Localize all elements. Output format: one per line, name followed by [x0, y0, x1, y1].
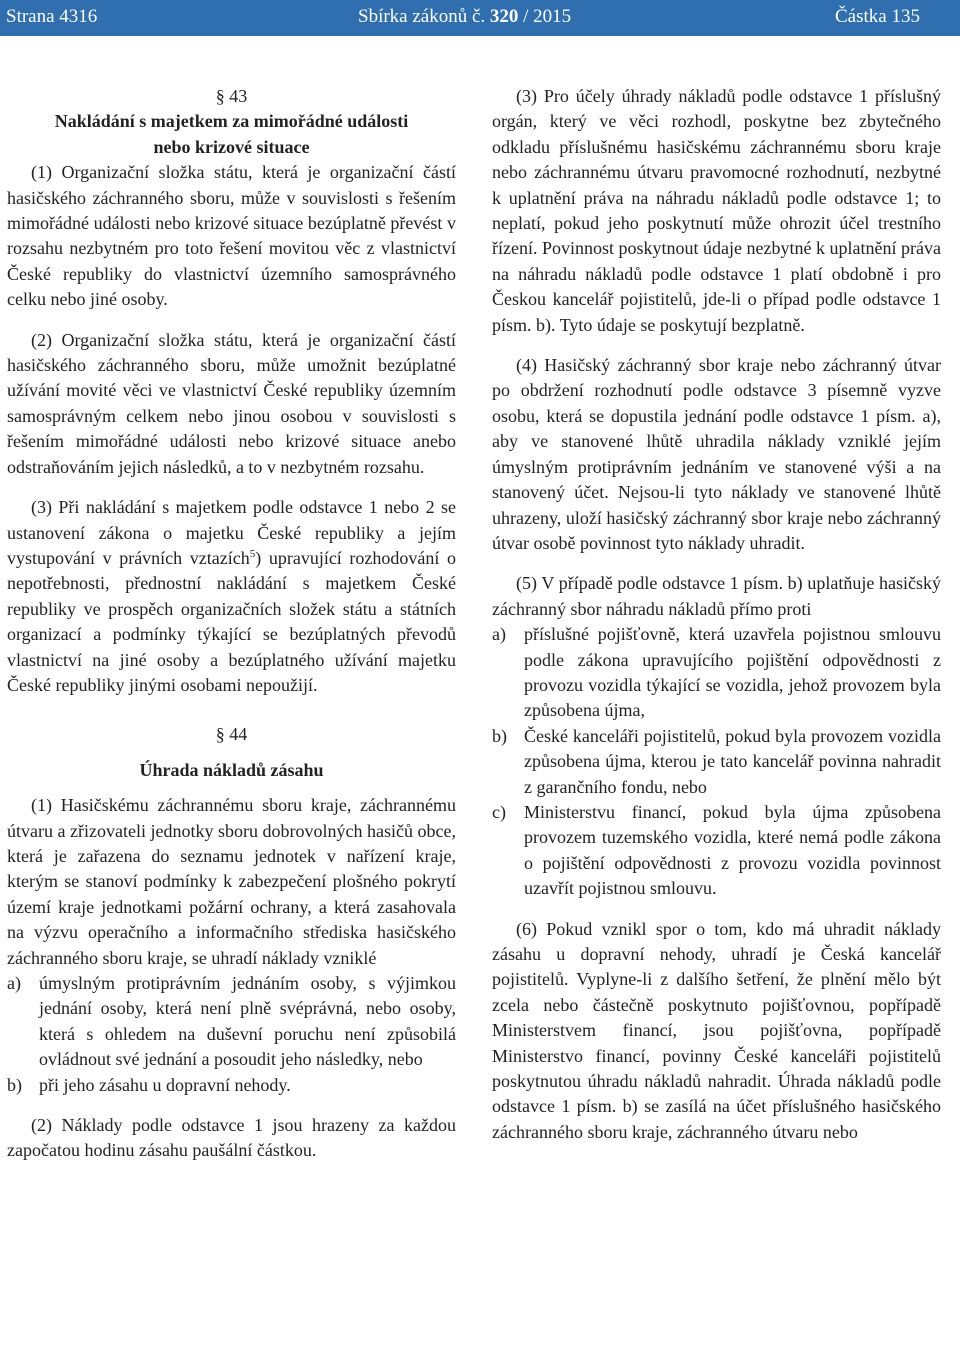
list-item-text: úmyslným protiprávním jednáním osoby, s výjimkou jednání osoby, která není plně svéprávná, nebo osoby, která s ohledem na duševní poruchu není způsobilá ovládnout své jednání a posoudit jeho následky, nebo	[39, 973, 456, 1070]
list-item-label: a)	[7, 973, 21, 993]
part-number: Částka 135	[835, 6, 920, 27]
list-item-text: příslušné pojišťovně, která uzavřela pojistnou smlouvu podle zákona upravujícího pojištění odpovědnosti z provozu vozidla týkající se vozidla, jehož provozem byla způsobena újma,	[524, 624, 941, 721]
sec44-paragraph-3: (3) Pro účely úhrady nákladů podle odstavce 1 příslušný orgán, který ve věci rozhodl, poskytne bez zbytečného odkladu příslušnému hasičskému záchrannému sboru kraje nebo záchrannému útvaru pravomocné rozhodnutí, nezbytné k uplatnění práva na náhradu nákladů podle odstavce 1; to neplatí, pokud jeho poskytnutí může ohrozit účel trestního řízení. Povinnost poskytnout údaje nezbytné k uplatnění práva na náhradu nákladů podle odstavce 1 platí obdobně i pro Českou kancelář pojistitelů, jde-li o případ podle odstavce 1 písm. b). Tyto údaje se poskytují bezplatně.	[492, 86, 941, 335]
list-item-label: b)	[492, 725, 507, 746]
list-item-text: České kanceláři pojistitelů, pokud byla provozem vozidla způsobena újma, kterou je tato kancelář povinna nahradit z garančního fondu, nebo	[524, 725, 941, 797]
left-column	[7, 84, 456, 1164]
right-column	[492, 84, 941, 1145]
law-number: 320	[489, 6, 519, 27]
list-item	[7, 1073, 456, 1098]
section-43-mark: § 43	[215, 86, 248, 106]
list-item	[492, 800, 941, 902]
sec44-paragraph-2: (2) Náklady podle odstavce 1 jsou hrazeny za každou započatou hodinu zásahu paušální částkou.	[7, 1115, 456, 1161]
list-item	[492, 724, 941, 800]
section-43-title-line-1: Nakládání s majetkem za mimořádné události	[54, 111, 409, 132]
sec44-paragraph-6: (6) Pokud vznikl spor o tom, kdo má uhradit náklady zásahu u dopravní nehody, uhradí je Česká kancelář pojistitelů. Vyplyne-li z dalšího šetření, že plnění mělo být zcela nebo částečně poskytnuto pojišťovnou, popřípadě Ministerstvem financí, jsou pojišťovna, popřípadě Ministerstvo financí, povinny České kanceláři pojistitelů poskytnutou úhradu nákladů nahradit. Úhrada nákladů podle odstavce 1 písm. b) se zasílá na účet příslušného hasičského záchranného sboru kraje, záchranného útvaru nebo	[492, 918, 941, 1142]
collection-label: Sbírka zákonů č.	[358, 6, 486, 27]
list-item-text: při jeho zásahu u dopravní nehody.	[39, 1074, 291, 1095]
section-43-title-line-2: nebo krizové situace	[153, 136, 310, 157]
list-item	[7, 971, 456, 1073]
sec43-paragraph-3-text-a: (3) Při nakládání s majetkem podle odstavce 1 nebo 2 se ustanovení zákona o majetku České republiky a jejím vystupování v právních vztazích	[7, 497, 456, 568]
section-44-title: Úhrada nákladů zásahu	[139, 759, 324, 780]
list-item-label: a)	[492, 624, 506, 645]
sec44-paragraph-4: (4) Hasičský záchranný sbor kraje nebo záchranný útvar po obdržení rozhodnutí podle odstavce 3 písemně vyzve osobu, která se dopustila jednání podle odstavce 1 písm. a), aby ve stanovené lhůtě uhradila náklady vzniklé jejím úmyslným protiprávním jednáním ve stanovené výši a na stanovený účet. Nejsou-li tyto náklady ve stanovené lhůtě uhrazeny, uloží hasičský záchranný sbor kraje nebo záchranný útvar osobě povinnost tyto náklady uhradit.	[492, 355, 941, 553]
page-header	[0, 0, 960, 36]
sec43-paragraph-3	[7, 495, 456, 698]
sec44-paragraph-5: (5) V případě podle odstavce 1 písm. b) uplatňuje hasičský záchranný sbor náhradu nákladů přímo proti	[492, 573, 941, 619]
sec43-paragraph-2: (2) Organizační složka státu, která je organizační částí hasičského záchranného sboru, může umožnit bezúplatné užívání movité věci ve vlastnictví České republiky územním samosprávným celkem nebo jinou osobou v souvislosti s řešením mimořádné události nebo krizové situace anebo odstraňováním jejich následků, a to v nezbytném rozsahu.	[7, 329, 456, 477]
section-44-mark: § 44	[215, 724, 248, 745]
sec43-paragraph-1: (1) Organizační složka státu, která je organizační částí hasičského záchranného sboru, může v souvislosti s řešením mimořádné události nebo krizové situace bezúplatně převést v rozsahu nezbytném pro toto řešení movitou věc z vlastnictví České republiky do vlastnictví územního samosprávného celku nebo jiné osoby.	[7, 162, 456, 310]
law-year: / 2015	[523, 6, 572, 27]
list-item-label: b)	[7, 1074, 22, 1095]
sec43-paragraph-3-text-b: ) upravující rozhodování o nepotřebnosti, přednostní nakládání s majetkem České republiky ve prospěch organizačních složek státu a státních organizací a podmínky týkající se bezúplatných převodů vlastnictví na jiné osoby a bezúplatného užívání majetku České republiky jinými osobami nepoužijí.	[7, 547, 456, 695]
page-number: Strana 4316	[6, 6, 98, 27]
footnote-ref: 5	[249, 547, 256, 560]
list-item	[492, 622, 941, 724]
list-item-label: c)	[492, 801, 506, 822]
list-item-text: Ministerstvu financí, pokud byla újma způsobena provozem tuzemského vozidla, které nemá podle zákona o pojištění odpovědnosti z provozu vozidla povinnost uzavřít pojistnou smlouvu.	[524, 801, 941, 899]
collection-title	[358, 6, 571, 28]
sec44-paragraph-1: (1) Hasičskému záchrannému sboru kraje, záchrannému útvaru a zřizovateli jednotky sboru dobrovolných hasičů obce, která je zařazena do seznamu jednotek v nařízení kraje, kterým se stanoví podmínky k zabezpečení plošného pokrytí území kraje jednotkami požární ochrany, a která zasahovala na výzvu operačního a informačního střediska hasičského záchranného sboru kraje, se uhradí náklady vzniklé	[7, 795, 456, 968]
